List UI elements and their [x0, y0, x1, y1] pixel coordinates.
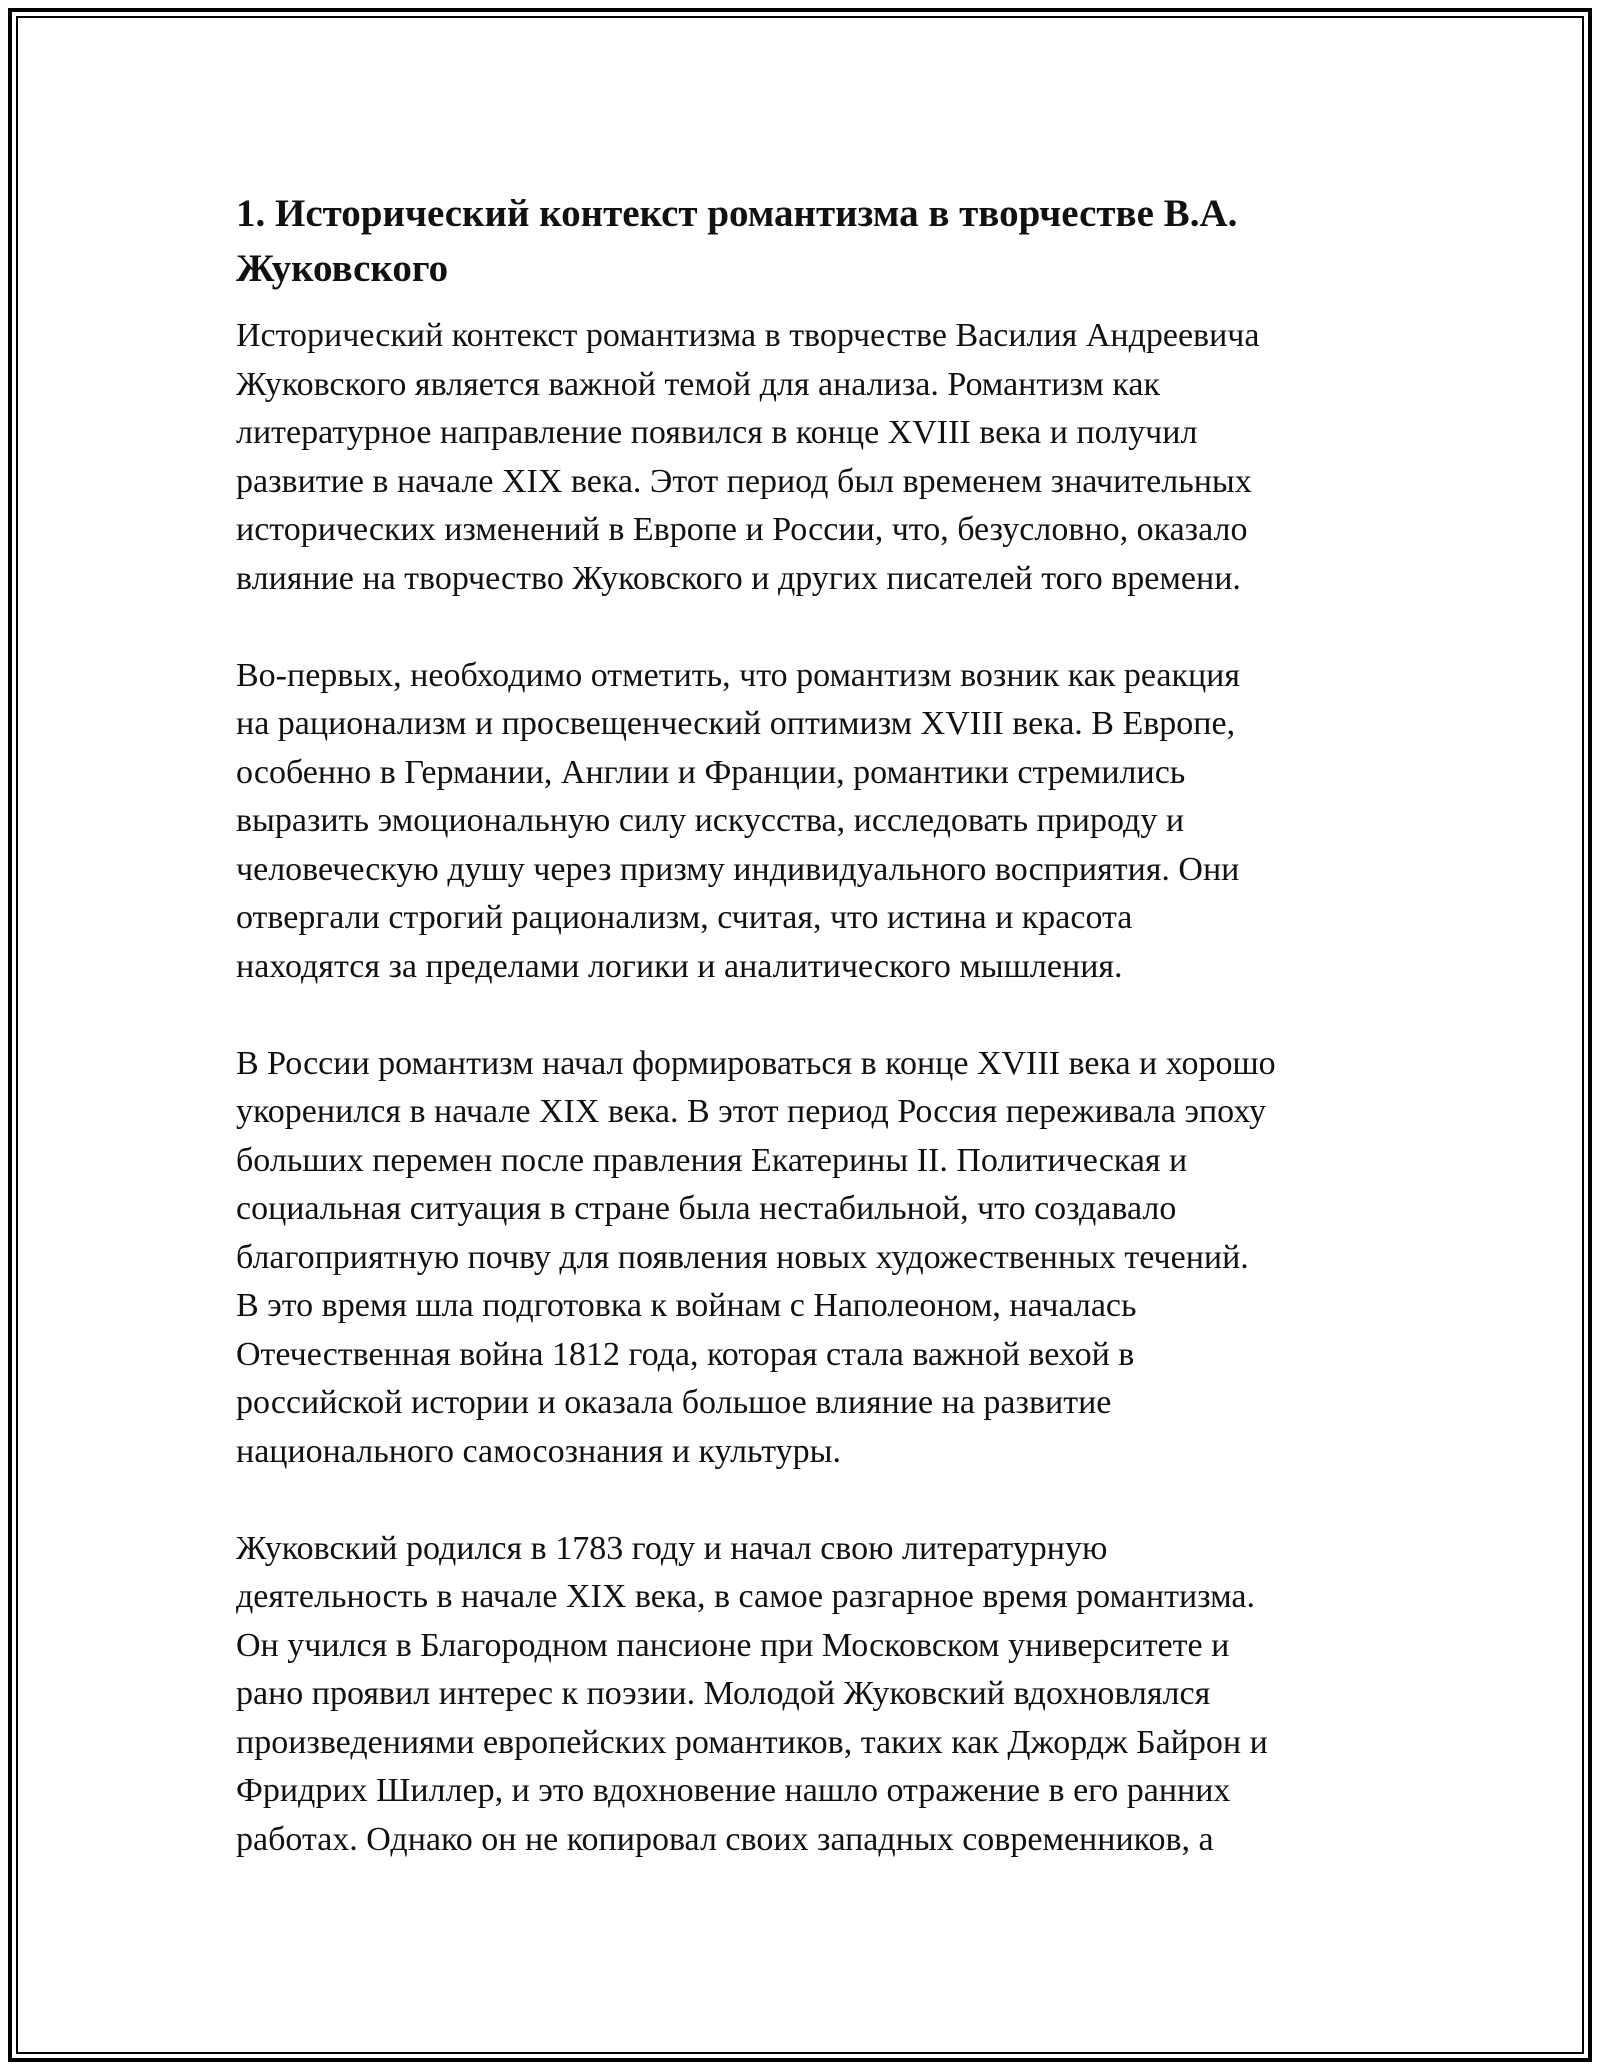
- paragraph-line: Жуковского является важной темой для анализа. Романтизм как: [236, 365, 1160, 403]
- paragraph-line: работах. Однако он не копировал своих западных современников, а: [236, 1820, 1214, 1858]
- paragraph-line: российской истории и оказала большое влияние на развитие: [236, 1384, 1112, 1421]
- paragraph-line: развитие в начале XIX века. Этот период был временем значительных: [236, 462, 1252, 500]
- paragraph-line: отвергали строгий рационализм, считая, что истина и красота: [236, 899, 1133, 936]
- paragraph-line: Жуковский родился в 1783 году и начал свою литературную: [236, 1529, 1108, 1567]
- paragraph-line: рано проявил интерес к поэзии. Молодой Жуковский вдохновлялся: [236, 1675, 1211, 1712]
- paragraph-line: больших перемен после правления Екатерины II. Политическая и: [236, 1141, 1188, 1179]
- paragraph-line: особенно в Германии, Англии и Франции, романтики стремились: [236, 753, 1186, 791]
- document-body: [236, 186, 1386, 1913]
- heading-line: 1. Исторический контекст романтизма в творчестве В.А.: [236, 192, 1238, 235]
- paragraph-line: Во-первых, необходимо отметить, что романтизм возник как реакция: [236, 656, 1241, 694]
- paragraph-line: человеческую душу через призму индивидуального восприятия. Они: [236, 850, 1240, 888]
- paragraph-line: влияние на творчество Жуковского и других писателей того времени.: [236, 559, 1241, 597]
- section-heading: [236, 186, 1386, 296]
- paragraph-2: [236, 652, 1386, 992]
- paragraph-line: Фридрих Шиллер, и это вдохновение нашло отражение в его ранних: [236, 1772, 1231, 1809]
- paragraph-line: укоренился в начале XIX века. В этот период Россия переживала эпоху: [236, 1093, 1267, 1130]
- paragraph-line: произведениями европейских романтиков, таких как Джордж Байрон и: [236, 1723, 1268, 1761]
- paragraph-line: деятельность в начале XIX века, в самое разгарное время романтизма.: [236, 1578, 1255, 1615]
- paragraph-4: [236, 1525, 1386, 1865]
- paragraph-line: В России романтизм начал формироваться в конце XVIII века и хорошо: [236, 1044, 1276, 1082]
- paragraph-line: национального самосознания и культуры.: [236, 1432, 841, 1470]
- paragraph-1: [236, 312, 1386, 603]
- paragraph-line: находятся за пределами логики и аналитического мышления.: [236, 947, 1123, 985]
- paragraph-line: социальная ситуация в стране была нестабильной, что создавало: [236, 1190, 1177, 1227]
- paragraph-line: исторических изменений в Европе и России, что, безусловно, оказало: [236, 511, 1248, 548]
- paragraph-line: выразить эмоциональную силу искусства, исследовать природу и: [236, 802, 1185, 839]
- heading-line: Жуковского: [236, 247, 449, 290]
- paragraph-line: Он учился в Благородном пансионе при Московском университете и: [236, 1626, 1230, 1664]
- paragraph-3: [236, 1040, 1386, 1477]
- paragraph-line: Исторический контекст романтизма в творчестве Василия Андреевича: [236, 317, 1260, 354]
- paragraph-line: на рационализм и просвещенческий оптимизм XVIII века. В Европе,: [236, 705, 1236, 742]
- paragraph-line: В это время шла подготовка к войнам с Наполеоном, началась: [236, 1287, 1137, 1324]
- paragraph-line: благоприятную почву для появления новых художественных течений.: [236, 1238, 1249, 1276]
- paragraph-line: литературное направление появился в конце XVIII века и получил: [236, 414, 1198, 451]
- paragraph-line: Отечественная война 1812 года, которая стала важной вехой в: [236, 1335, 1135, 1373]
